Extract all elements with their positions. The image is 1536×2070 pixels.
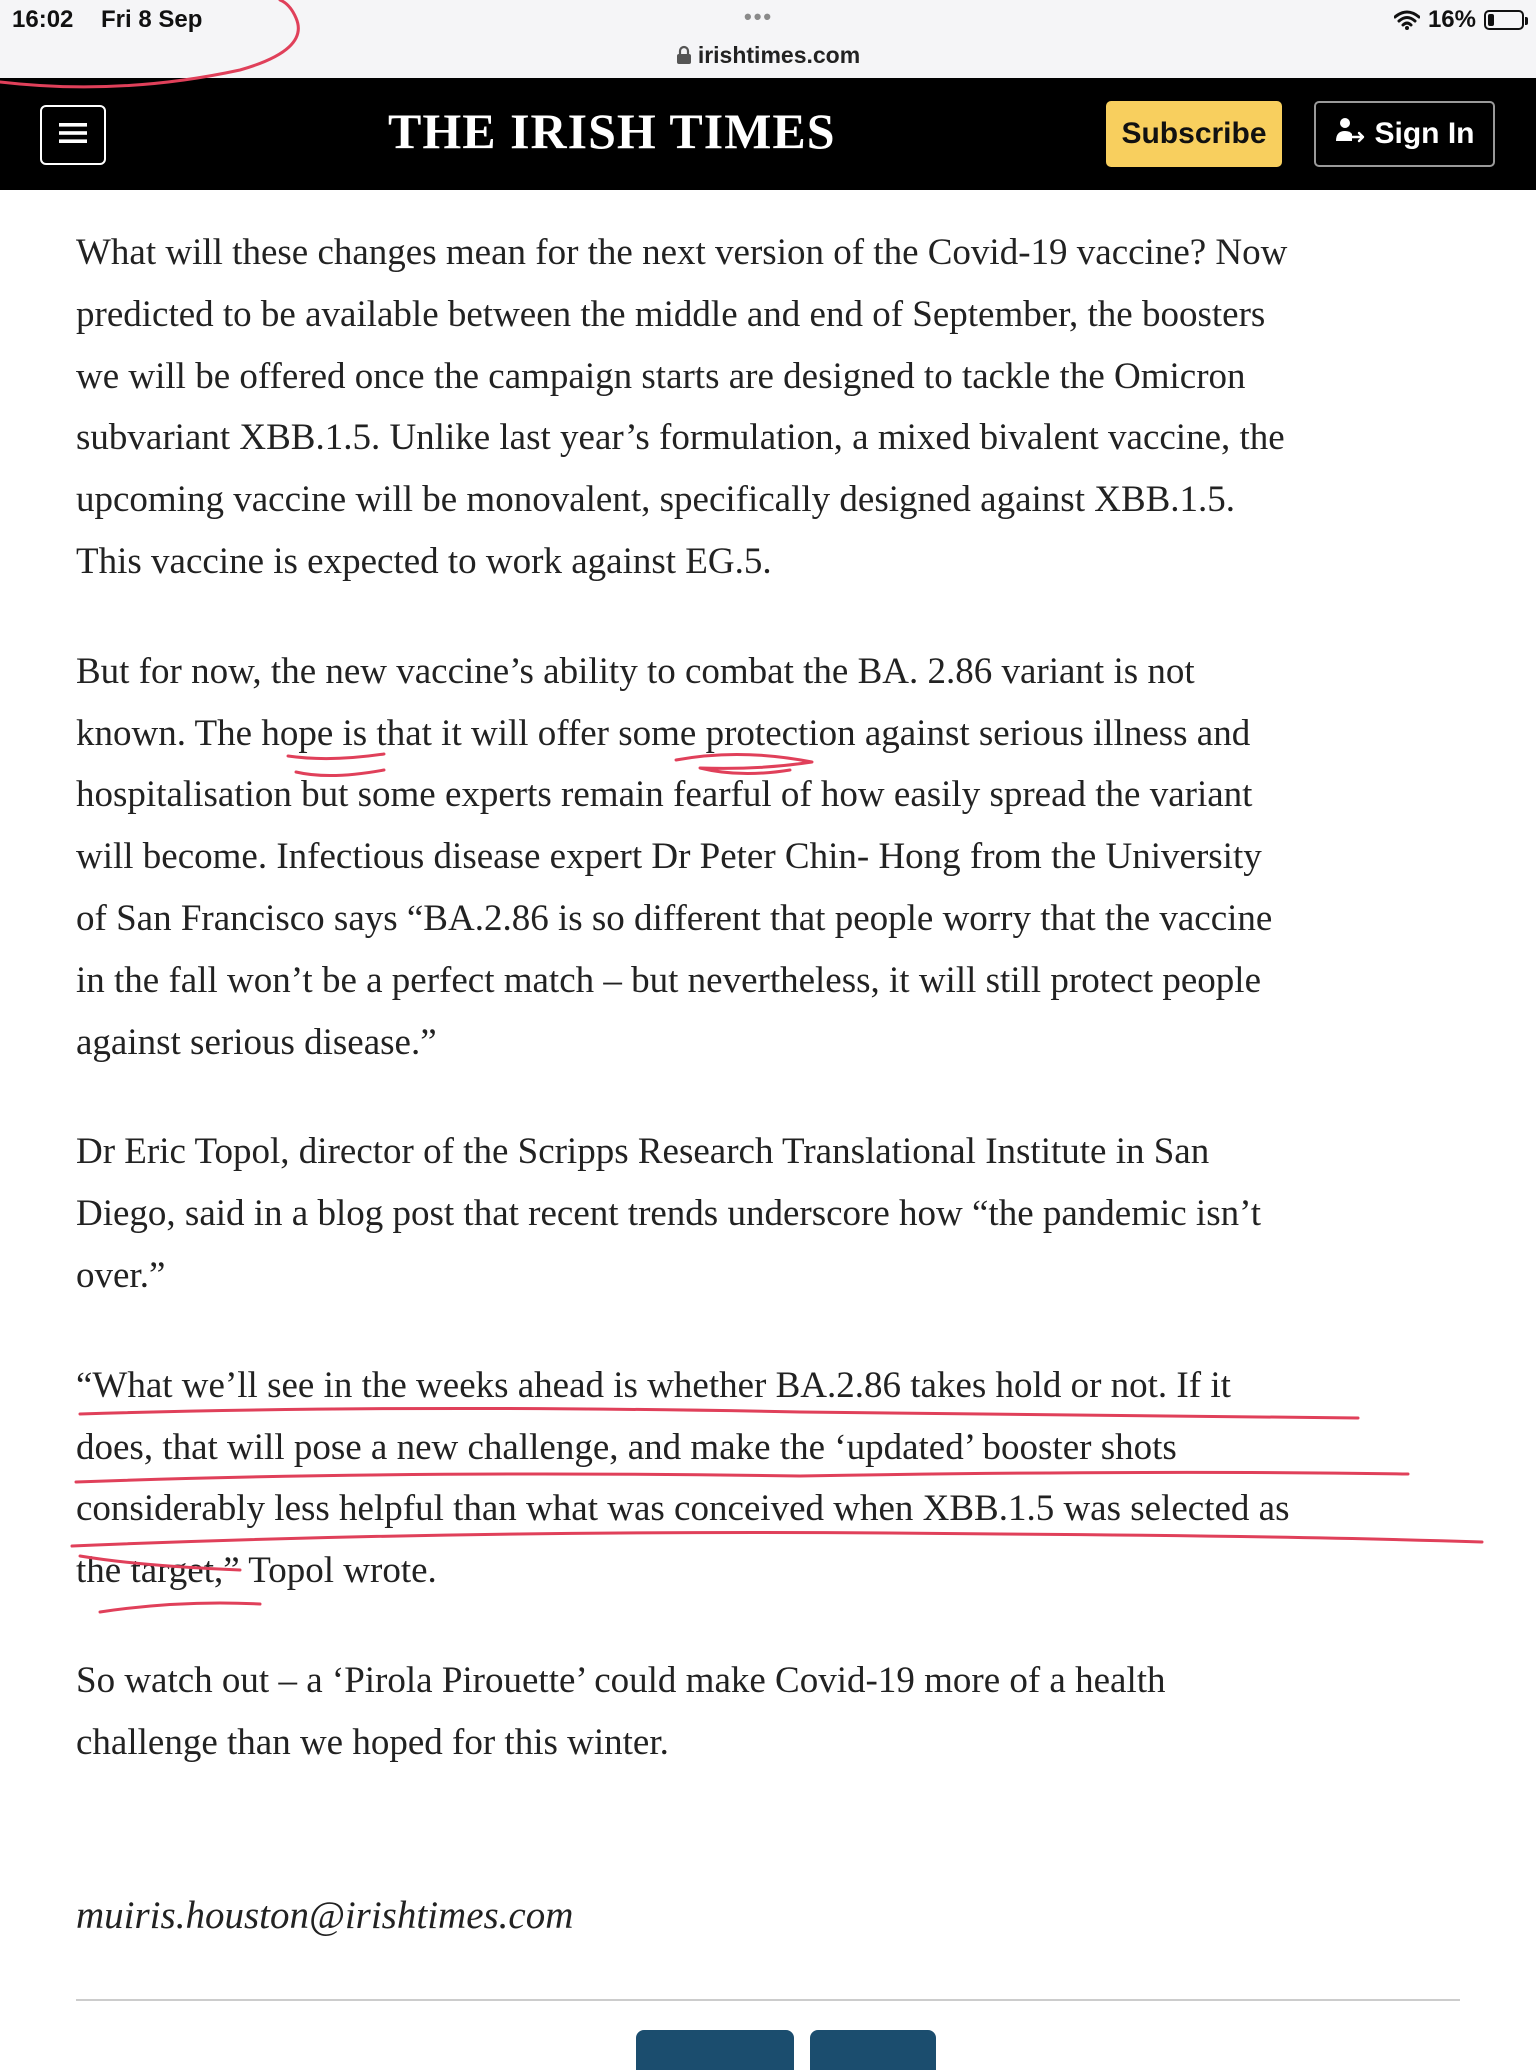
status-bar (0, 0, 1536, 40)
text-line: will become. Infectious disease expert Dr Peter Chin- Hong from the University (76, 836, 1262, 878)
text-line: in the fall won’t be a perfect match – but nevertheless, it will still protect people (76, 959, 1262, 1001)
divider (76, 1999, 1460, 2001)
site-header (0, 78, 1536, 190)
text-line: of San Francisco says “BA.2.86 is so different that people worry that the vaccine (76, 897, 1273, 939)
address-bar[interactable] (0, 40, 1536, 78)
text-line: Diego, said in a blog post that recent trends underscore how “the pandemic isn’t (76, 1193, 1262, 1235)
url-text: irishtimes.com (697, 41, 861, 68)
text-line: predicted to be available between the middle and end of September, the boosters (76, 293, 1266, 335)
masthead-logo[interactable]: THE IRISH TIMES (388, 103, 836, 159)
user-arrow-icon (1335, 115, 1365, 153)
multitasking-dots[interactable]: ••• (744, 4, 774, 29)
wifi-icon (1394, 10, 1420, 30)
text-line: hospitalisation but some experts remain fearful of how easily spread the variant (76, 774, 1253, 816)
text-line: So watch out – a ‘Pirola Pirouette’ could make Covid-19 more of a health (76, 1659, 1166, 1701)
topic-tags (636, 2030, 936, 2070)
status-indicators (1394, 6, 1524, 34)
article-paragraph (76, 222, 1476, 593)
text-line: does, that will pose a new challenge, and make the ‘updated’ booster shots (76, 1426, 1177, 1468)
topic-tag[interactable] (810, 2030, 936, 2070)
text-line: against serious disease.” (76, 1021, 437, 1063)
text-line: “What we’ll see in the weeks ahead is whether BA.2.86 takes hold or not. If it (76, 1364, 1231, 1406)
article-body (76, 222, 1476, 1822)
text-line: over.” (76, 1254, 166, 1296)
status-date: Fri 8 Sep (101, 6, 203, 33)
text-line: challenge than we hoped for this winter. (76, 1721, 669, 1763)
battery-icon (1484, 10, 1524, 30)
topic-tag[interactable] (636, 2030, 794, 2070)
text-line: we will be offered once the campaign starts are designed to tackle the Omicron (76, 355, 1246, 397)
text-line: But for now, the new vaccine’s ability to combat the BA. 2.86 variant is not (76, 650, 1195, 692)
lock-icon (676, 45, 692, 65)
article-paragraph (76, 1121, 1476, 1306)
article-paragraph (76, 1650, 1476, 1774)
text-line: Dr Eric Topol, director of the Scripps Research Translational Institute in San (76, 1131, 1210, 1173)
text-line: known. The hope is that it will offer some protection against serious illness and (76, 712, 1251, 754)
subscribe-button[interactable]: Subscribe (1106, 101, 1282, 167)
text-line: subvariant XBB.1.5. Unlike last year’s formulation, a mixed bivalent vaccine, the (76, 417, 1285, 459)
text-line: This vaccine is expected to work against EG.5. (76, 540, 772, 582)
text-line: upcoming vaccine will be monovalent, specifically designed against XBB.1.5. (76, 479, 1236, 521)
battery-percent: 16% (1427, 6, 1476, 33)
text-line: the target,” Topol wrote. (76, 1550, 437, 1592)
hamburger-icon (59, 121, 87, 150)
article-quote-paragraph (76, 1355, 1476, 1602)
author-email-link[interactable]: muiris.houston@irishtimes.com (76, 1894, 574, 1937)
menu-button[interactable] (40, 105, 106, 165)
status-time: 16:02 (12, 6, 74, 33)
sign-in-button[interactable] (1314, 101, 1495, 167)
sign-in-label: Sign In (1374, 117, 1475, 150)
article-paragraph (76, 641, 1476, 1074)
text-line: What will these changes mean for the next version of the Covid-19 vaccine? Now (76, 232, 1288, 273)
text-line: considerably less helpful than what was conceived when XBB.1.5 was selected as (76, 1488, 1290, 1530)
